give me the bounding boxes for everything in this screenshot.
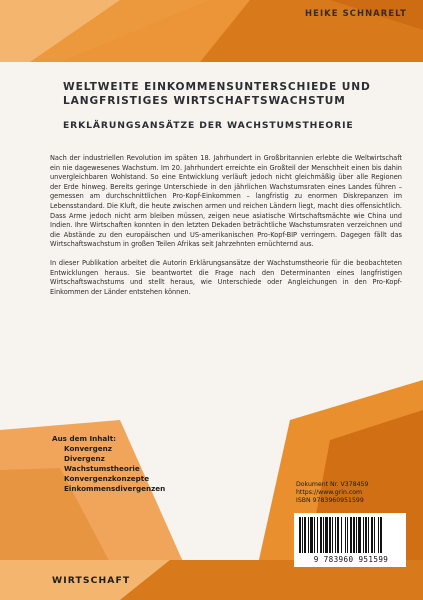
- contents-item: Divergenz: [64, 454, 105, 463]
- barcode-bar: [308, 517, 309, 553]
- barcode-bar: [325, 517, 328, 553]
- contents-item: Einkommensdivergenzen: [64, 484, 166, 493]
- book-title: [63, 80, 403, 108]
- contents-list: [52, 434, 232, 494]
- barcode-number: 9 783960 951599: [313, 555, 389, 564]
- barcode-bar: [335, 517, 336, 553]
- barcode-bar: [365, 517, 367, 553]
- barcode-bar: [378, 517, 379, 553]
- contents-item: Konvergenzkonzepte: [64, 474, 150, 483]
- barcode-bar: [353, 517, 355, 553]
- barcode-bar: [320, 517, 322, 553]
- book-subtitle: ERKLÄRUNGSANSÄTZE DER WACHSTUMSTHEORIE: [63, 120, 354, 131]
- barcode-bar: [314, 517, 315, 553]
- barcode-bar: [323, 517, 324, 553]
- document-info: [296, 481, 416, 506]
- barcode-bar: [337, 517, 339, 553]
- barcode-bar: [310, 517, 313, 553]
- barcode-bar: [345, 517, 346, 553]
- contents-heading: Aus dem Inhalt:: [52, 434, 117, 443]
- barcode-bar: [368, 517, 369, 553]
- barcode-bars: [299, 517, 401, 555]
- barcode-bar: [347, 517, 348, 553]
- contents-item: Wachstumstheorie: [64, 464, 140, 473]
- barcode-bar: [358, 517, 361, 553]
- barcode-bar: [371, 517, 373, 553]
- barcode-bar: [380, 517, 382, 553]
- barcode-bar: [302, 517, 303, 553]
- author-name: HEIKE SCHNARELT: [305, 8, 407, 18]
- barcode-bar: [363, 517, 364, 553]
- blurb-paragraph-2: In dieser Publikation arbeitet die Autorin Erklärungsansätze der Wachstumstheorie für die beobachteten Entwicklungen heraus. Sie beantwortet die Frage nach den Determinanten eines langfristigen Wirtschaftswachstums und stellt heraus, wie Unterschiede oder Angleichungen in den Pro-Kopf-Einkommen der Länder entstehen können.: [50, 258, 402, 296]
- barcode-bar: [299, 517, 301, 553]
- barcode-bar: [332, 517, 333, 553]
- blurb-text: [50, 154, 402, 306]
- blurb-paragraph-1: Nach der industriellen Revolution im späten 18. Jahrhundert in Großbritannien erlebte die Weltwirtschaft ein nie dagewesenes Wachstum. Im 20. Jahrhundert erreichte ein Großteil der Menschheit einen bis dahin unvergleichbaren Wohlstand. So eine Entwicklung verläuft jedoch nicht gleichmäßig über alle Regionen der Erde hinweg. Bereits geringe Unterschiede in den jährlichen Wachstumsraten eines Landes führen – gemessen am durchschnittlichen Pro-Kopf-Einkommen – langfristig zu enormen Diskrepanzen im Lebensstandard. Die Kluft, die heute zwischen armen und reichen Ländern liegt, macht dies offensichtlich. Dass Arme jedoch nicht arm bleiben müssen, zeigen neue asiatische Wirtschaftsmächte wie China und Indien. Ihre Wirtschaften konnten in den letzten Dekaden beträchtliche Wachstumsraten verzeichnen und die Abstände zu den europäischen und US-amerikanischen Pro-Kopf-BIP verringern. Dagegen fällt das Wirtschaftswachstum in großen Teilen Afrikas seit Jahrzehnten ernüchternd aus.: [50, 154, 402, 249]
- barcode-bar: [341, 517, 342, 553]
- title-line-2: LANGFRISTIGES WIRTSCHAFTSWACHSTUM: [63, 95, 346, 107]
- barcode-bar: [374, 517, 375, 553]
- isbn-number: ISBN 9783960951599: [296, 497, 364, 505]
- barcode-bar: [304, 517, 306, 553]
- title-line-1: WELTWEITE EINKOMMENSUNTERSCHIEDE UND: [63, 81, 371, 93]
- barcode-bar: [329, 517, 331, 553]
- barcode-bar: [356, 517, 357, 553]
- document-number: Dokument Nr. V378459: [296, 481, 369, 488]
- barcode-bar: [317, 517, 318, 553]
- publisher-url[interactable]: https://www.grin.com: [296, 489, 363, 497]
- isbn-barcode: [294, 513, 406, 567]
- contents-item: Konvergenz: [64, 444, 112, 453]
- barcode-bar: [350, 517, 352, 553]
- book-category: WIRTSCHAFT: [52, 575, 131, 586]
